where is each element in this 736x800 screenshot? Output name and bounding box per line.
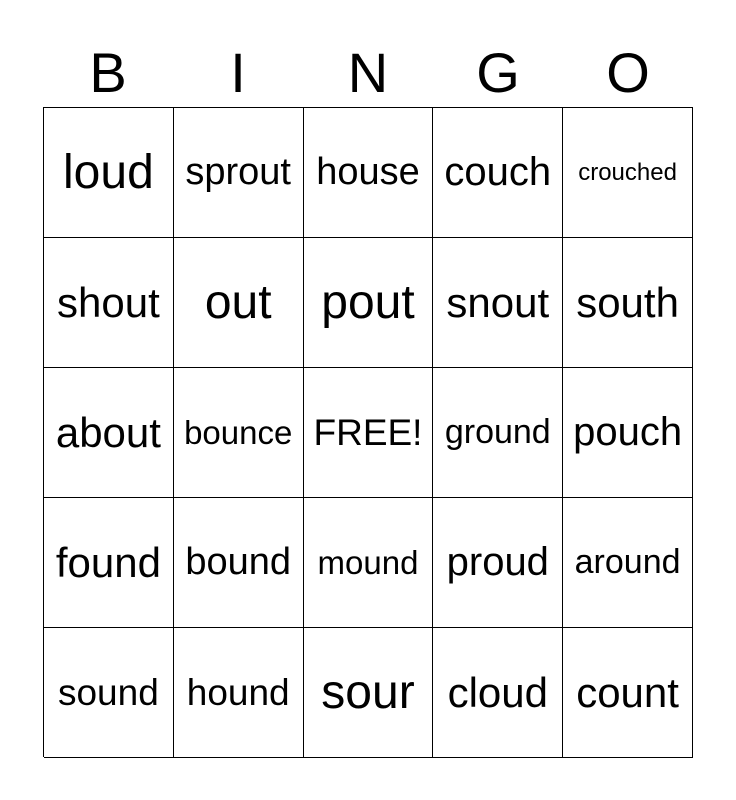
bingo-cell — [563, 238, 693, 368]
bingo-cell — [44, 108, 174, 238]
bingo-cell — [433, 628, 563, 758]
board-row — [44, 368, 693, 498]
bingo-cell — [44, 628, 174, 758]
bingo-cell — [174, 628, 304, 758]
header-letter-i: I — [230, 41, 246, 104]
cell-word: about — [55, 408, 161, 456]
cell-word: loud — [63, 146, 154, 199]
bingo-cell — [433, 368, 563, 498]
cell-word: proud — [446, 540, 549, 584]
bingo-cell — [563, 368, 693, 498]
board-row — [44, 108, 693, 238]
cell-word: shout — [57, 278, 160, 326]
bingo-cell — [174, 368, 304, 498]
bingo-cell — [174, 498, 304, 628]
bingo-cell — [44, 368, 174, 498]
cell-word: crouched — [578, 158, 677, 186]
board-row — [44, 628, 693, 758]
cell-word: bound — [185, 541, 292, 583]
bingo-cell — [304, 238, 434, 368]
cell-word: house — [316, 151, 420, 193]
cell-word: pout — [321, 276, 415, 329]
bingo-cell — [304, 108, 434, 238]
cell-word: pouch — [573, 410, 683, 454]
cell-word: count — [576, 668, 679, 716]
cell-word: sound — [57, 671, 159, 713]
header-letter-n: N — [347, 41, 389, 104]
bingo-cell — [174, 108, 304, 238]
bingo-cell — [433, 238, 563, 368]
cell-word: cloud — [447, 668, 548, 716]
cell-word: found — [55, 538, 161, 586]
bingo-cell — [563, 498, 693, 628]
header-letter-b: B — [89, 41, 127, 104]
cell-word: FREE! — [313, 411, 423, 453]
board-row — [44, 498, 693, 628]
cell-word: around — [574, 543, 681, 581]
bingo-cell — [563, 628, 693, 758]
cell-word: south — [576, 278, 679, 326]
board-row — [44, 238, 693, 368]
header-letter-o: O — [606, 41, 650, 104]
bingo-cell — [433, 108, 563, 238]
cell-word: couch — [444, 150, 552, 194]
cell-word: ground — [444, 413, 551, 451]
bingo-cell — [304, 498, 434, 628]
cell-word: bounce — [184, 413, 293, 451]
bingo-cell — [44, 238, 174, 368]
cell-word: hound — [186, 671, 290, 713]
cell-word: sour — [321, 666, 415, 719]
cell-word: out — [204, 276, 272, 329]
header-letter-g: G — [476, 41, 520, 104]
bingo-cell — [304, 368, 434, 498]
cell-word: mound — [317, 543, 419, 581]
bingo-cell — [304, 628, 434, 758]
cell-word: snout — [446, 278, 550, 326]
cell-word: sprout — [185, 151, 291, 193]
bingo-header — [43, 38, 693, 108]
bingo-board — [43, 107, 693, 757]
bingo-cell — [433, 498, 563, 628]
bingo-cell — [563, 108, 693, 238]
bingo-cell — [44, 498, 174, 628]
bingo-cell — [174, 238, 304, 368]
